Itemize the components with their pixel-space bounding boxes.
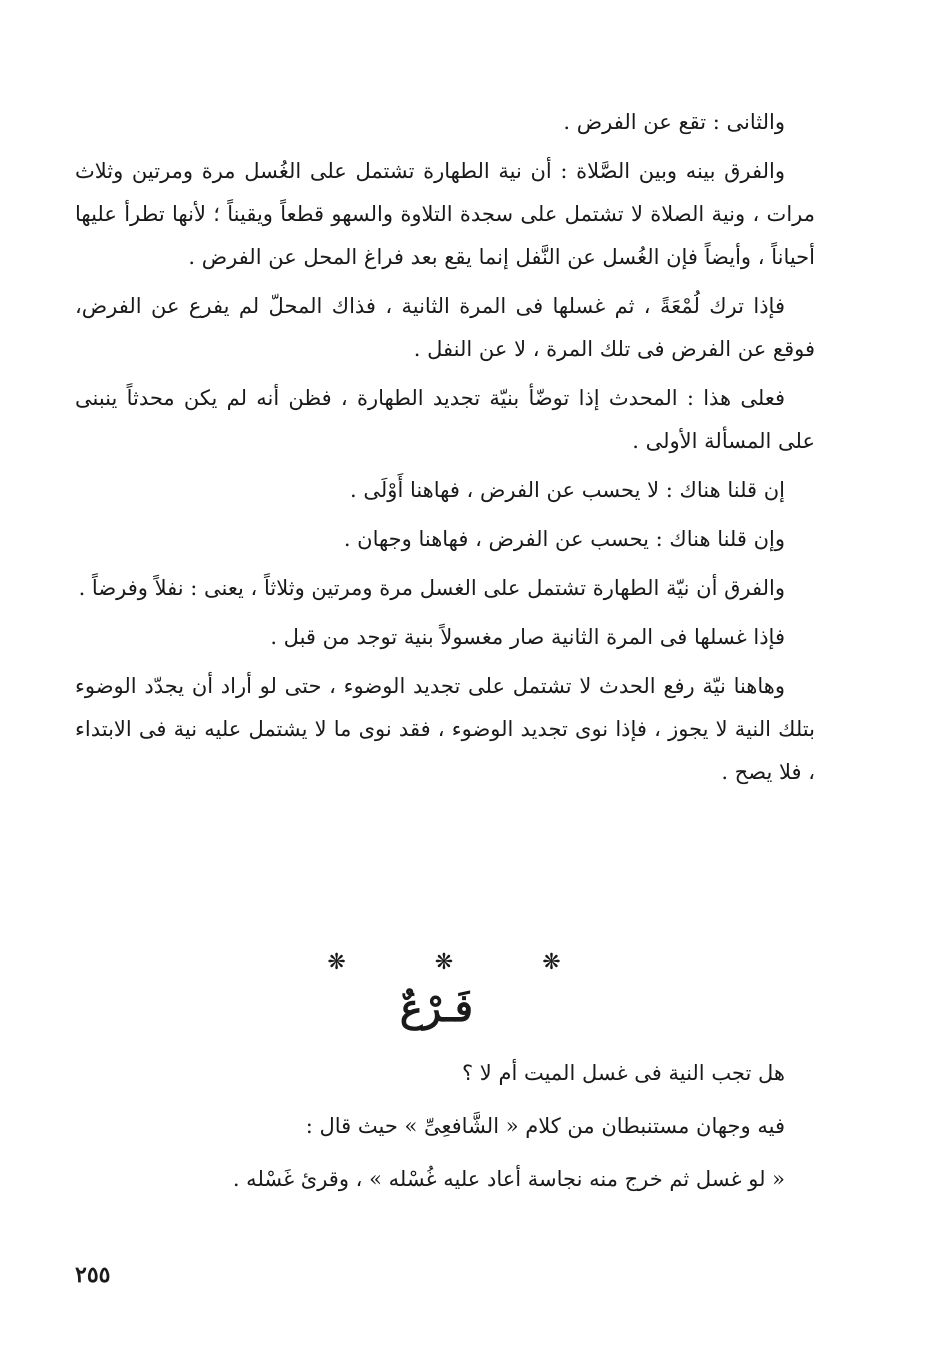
paragraph-6: وإن قلنا هناك : يحسب عن الفرض ، فهاهنا وجهان . <box>343 527 785 551</box>
main-text-block <box>75 101 815 794</box>
paragraph-4: فعلى هذا : المحدث إذا توضّأ بنيّة تجديد الطهارة ، فظن أنه لم يكن محدثاً ينبنى على المسألة الأولى . <box>75 386 815 453</box>
section-separator <box>0 950 933 975</box>
paragraph-9: وهاهنا نيّة رفع الحدث لا تشتمل على تجديد الوضوء ، حتى لو أراد أن يجدّد الوضوء بتلك النية لا يجوز ، فإذا نوى تجديد الوضوء ، فقد نوى ما لا يشتمل عليه نية فى الابتداء ، فلا يصح . <box>75 674 815 784</box>
section-text-block <box>75 1052 815 1201</box>
section-paragraph-3: « لو غسل ثم خرج منه نجاسة أعاد عليه غُسْله » ، وقرئ غَسْله . <box>232 1167 785 1191</box>
asterism-icon: ❋ <box>542 950 606 975</box>
paragraph-7: والفرق أن نيّة الطهارة تشتمل على الغسل مرة ومرتين وثلاثاً ، يعنى : نفلاً وفرضاً . <box>78 576 785 600</box>
section-paragraph-1: هل تجب النية فى غسل الميت أم لا ؟ <box>461 1061 785 1085</box>
page-number: ٢٥٥ <box>75 1262 111 1288</box>
paragraph-2: والفرق بينه وبين الصَّلاة : أن نية الطهارة تشتمل على الغُسل مرة ومرتين وثلاث مرات ، ونية الصلاة لا تشتمل على سجدة التلاوة والسهو قطعاً ويقيناً ؛ لأنها تطرأ عليها أحياناً ، وأيضاً فإن الغُسل عن النَّفل إنما يقع بعد فراغ المحل عن الفرض . <box>75 159 815 269</box>
section-paragraph-2: فيه وجهان مستنبطان من كلام « الشَّافعِىِّ » حيث قال : <box>305 1114 785 1138</box>
section-heading: فَـرْعٌ <box>400 985 473 1030</box>
asterism-icon: ❋ <box>434 950 499 975</box>
paragraph-5: إن قلنا هناك : لا يحسب عن الفرض ، فهاهنا أَوْلَى . <box>350 478 785 502</box>
paragraph-1: والثانى : تقع عن الفرض . <box>563 110 785 134</box>
paragraph-8: فإذا غسلها فى المرة الثانية صار مغسولاً بنية توجد من قبل . <box>270 625 785 649</box>
asterism-icon: ❋ <box>327 950 391 975</box>
paragraph-3: فإذا ترك لُمْعَةً ، ثم غسلها فى المرة الثانية ، فذاك المحلّ لم يفرع عن الفرض، فوقع عن الفرض فى تلك المرة ، لا عن النفل . <box>75 294 815 361</box>
